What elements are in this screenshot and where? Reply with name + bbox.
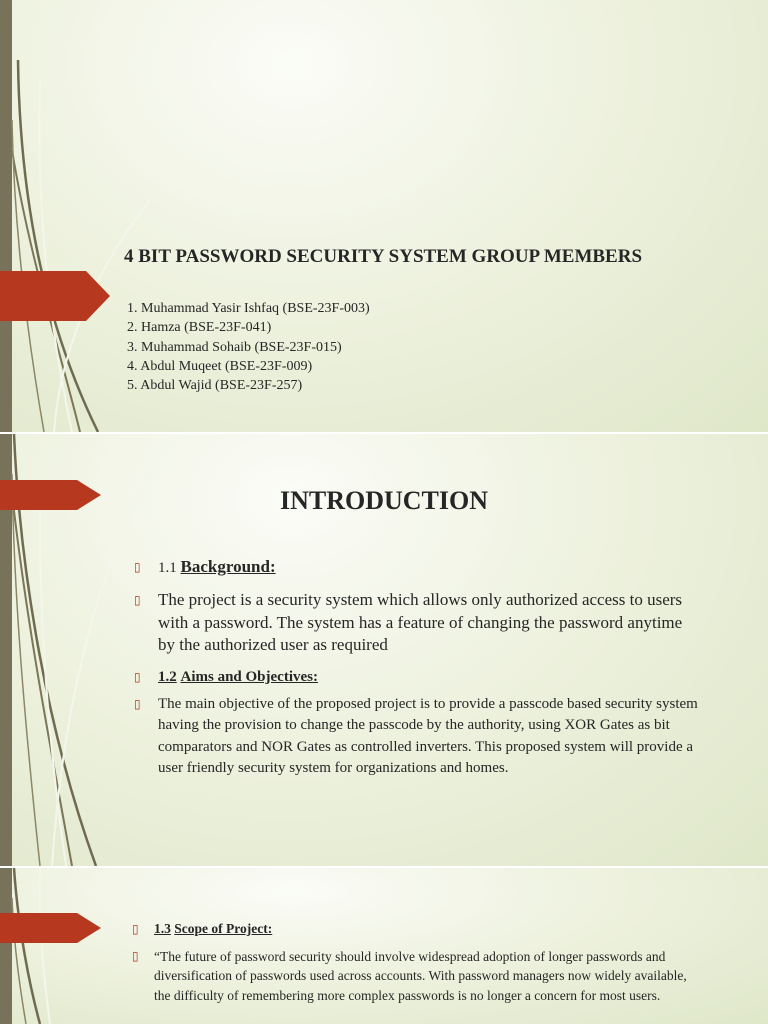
member-item: 4. Abdul Muqeet (BSE-23F-009): [127, 358, 313, 374]
paragraph: The project is a security system which allows only authorized access to users with a password. The system has a feature of changing the password anytime by the authorized user as required: [158, 590, 683, 654]
bullet-aims-text: [134, 694, 703, 779]
paragraph: The main objective of the proposed project is to provide a passcode based security system having the provision to change the passcode by the authority, using XOR Gates as bit comparators and NOR Gates as controlled inverters. This proposed system will provide a user friendly security system for organizations and homes.: [158, 696, 698, 776]
section-heading: Scope of Project:: [174, 921, 273, 936]
paragraph: “The future of password security should involve widespread adoption of longer passwords and diversification of passwords used across accounts. With password managers now widely available, the difficulty of remembering more complex passwords is no longer a concern for most users.: [154, 949, 687, 1003]
bullet-scope-heading: [132, 920, 699, 938]
member-item: 1. Muhammad Yasir Ishfaq (BSE-23F-003): [127, 301, 370, 316]
member-item: 2. Hamza (BSE-23F-041): [127, 320, 272, 336]
bullet-background-text: [134, 589, 703, 657]
bullet-scope-text: [132, 947, 694, 1005]
member-item: 5. Abdul Wajid (BSE-23F-257): [127, 378, 303, 394]
member-item: 3. Muhammad Sohaib (BSE-23F-015): [127, 339, 342, 355]
bullet-icon: ▯: [134, 560, 141, 574]
bullet-icon: ▯: [134, 670, 141, 684]
slide-1: [0, 0, 768, 432]
section-heading: Aims and Objectives:: [180, 669, 318, 685]
bullet-icon: ▯: [134, 593, 141, 607]
slide-title: 4 BIT PASSWORD SECURITY SYSTEM GROUP MEMBERS: [124, 246, 643, 267]
member-list: [127, 299, 370, 395]
section-number: 1.1: [158, 560, 177, 576]
slide-2: [0, 434, 768, 866]
section-heading: Background:: [180, 557, 276, 576]
slide-3: [0, 868, 768, 1024]
section-number: 1.3: [154, 921, 171, 936]
bullet-background-heading: [134, 557, 703, 578]
bullet-icon: ▯: [132, 922, 139, 936]
bullet-aims-heading: [134, 667, 703, 687]
section-number: 1.2: [158, 669, 177, 685]
bullet-icon: ▯: [132, 949, 139, 963]
bullet-icon: ▯: [134, 697, 141, 711]
slide-title: INTRODUCTION: [279, 486, 489, 515]
